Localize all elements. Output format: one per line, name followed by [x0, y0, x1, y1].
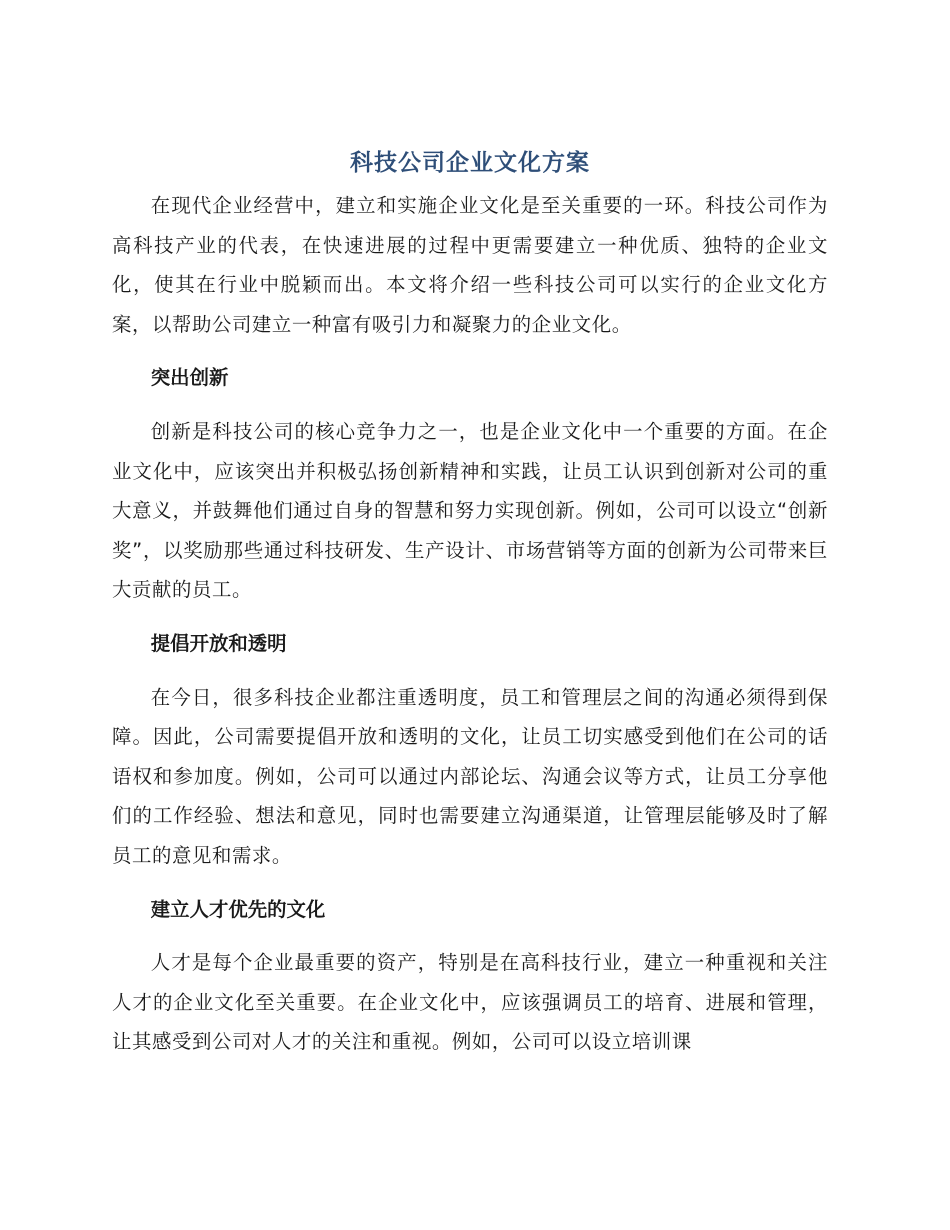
section-body-innovation: 创新是科技公司的核心竞争力之一，也是企业文化中一个重要的方面。在企业文化中，应该突出并积极弘扬创新精神和实践，让员工认识到创新对公司的重大意义，并鼓舞他们通过自身的智慧和努力实现创新。例如，公司可以设立“创新奖”，以奖励那些通过科技研发、生产设计、市场营销等方面的创新为公司带来巨大贡献的员工。 — [112, 419, 828, 602]
section-heading-innovation: 突出创新 — [150, 366, 229, 390]
section-body-talent: 人才是每个企业最重要的资产，特别是在高科技行业，建立一种重视和关注人才的企业文化至关重要。在企业文化中，应该强调员工的培育、进展和管理，让其感受到公司对人才的关注和重视。例如，公司可以设立培训课 — [112, 951, 828, 1054]
section-heading-openness: 提倡开放和透明 — [150, 631, 287, 655]
document-title: 科技公司企业文化方案 — [350, 150, 590, 176]
intro-paragraph: 在现代企业经营中，建立和实施企业文化是至关重要的一环。科技公司作为高科技产业的代表，在快速进展的过程中更需要建立一种优质、独特的企业文化，使其在行业中脱颖而出。本文将介绍一些科技公司可以实行的企业文化方案，以帮助公司建立一种富有吸引力和凝聚力的企业文化。 — [112, 194, 828, 336]
section-body-openness: 在今日，很多科技企业都注重透明度，员工和管理层之间的沟通必须得到保障。因此，公司需要提倡开放和透明的文化，让员工切实感受到他们在公司的话语权和参加度。例如，公司可以通过内部论坛、沟通会议等方式，让员工分享他们的工作经验、想法和意见，同时也需要建立沟通渠道，让管理层能够及时了解员工的意见和需求。 — [112, 685, 828, 867]
document-body — [112, 146, 828, 1062]
section-heading-talent: 建立人才优先的文化 — [150, 897, 326, 921]
